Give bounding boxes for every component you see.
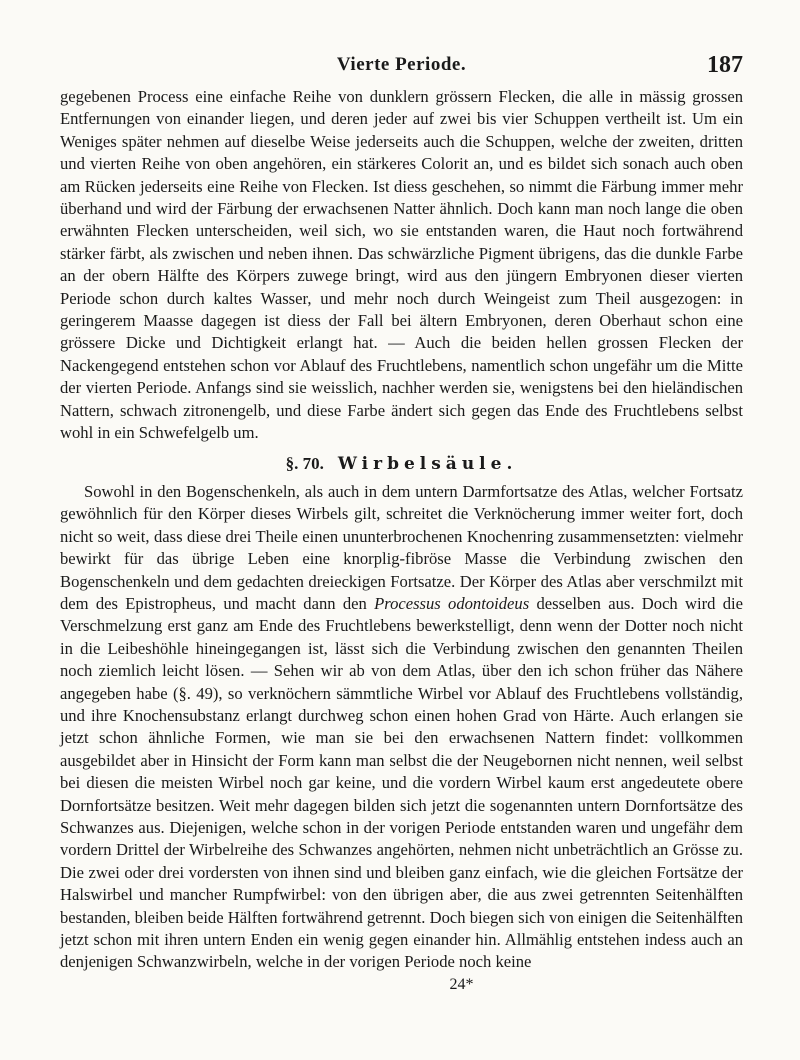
paragraph-2-part-1: Sowohl in den Bogenschenkeln, als auch in dem untern Darmfortsatze des Atlas, welcher Fortsatz gewöhnlich für den Körper dieses Wirbels gilt, schreitet die Verknöcherung immer weiter fort, doch nicht so weit, dass diese drei Theile einen ununterbrochenen Knochenring zusammensetzten: vielmehr bewirkt für das übrige Leben eine knorplig-fibröse Masse die Verbindung zwischen den Bogenschenkeln und dem gedachten dreieckigen Fortsatze. Der Körper des Atlas aber verschmilzt mit dem des Epistropheus, und macht dann den	[60, 481, 743, 613]
running-head-title: Vierte Periode.	[336, 54, 467, 75]
section-heading	[60, 453, 743, 475]
paragraph-1: gegebenen Process eine einfache Reihe von dunklern grössern Flecken, die alle in mässig grossen Entfernungen von einander liegen, und deren jeder auf zwei bis vier Schuppen vertheilt ist. Um ein Weniges später nehmen auf dieselbe Weise jederseits auch die Schuppen, welche der zweiten, dritten und vierten Reihe von oben angehören, ein stärkeres Colorit an, und es bildet sich sonach auch oben am Rücken jederseits eine Reihe von Flecken. Ist diess geschehen, so nimmt die Färbung immer mehr überhand und wird der Färbung der erwachsenen Natter ähnlich. Doch kann man noch lange die oben erwähnten Flecken unterscheiden, weil sich, wo sie entstanden waren, die Haut noch fortwährend stärker färbt, als zwischen und neben ihnen. Das schwärzliche Pigment übrigens, das die dunkle Farbe an der obern Hälfte des Körpers zuwege bringt, wird aus den jüngern Embryonen dieser vierten Periode schon durch kaltes Wasser, und mehr noch durch Weingeist zum Theil ausgezogen: in geringerem Maasse dagegen ist diess der Fall bei ältern Embryonen, deren Oberhaut schon eine grössere Dicke und Dichtigkeit erlangt hat. — Auch die beiden hellen grossen Flecken der Nackengegend entstehen schon vor Ablauf des Fruchtlebens, namentlich schon ungefähr um die Mitte der vierten Periode. Anfangs sind sie weisslich, nachher werden sie, wenigstens bei den hieländischen Nattern, schwach zitronengelb, und diese Farbe ändert sich gegen das Ende des Fruchtlebens selbst wohl in ein Schwefelgelb um.	[60, 87, 743, 443]
body-text	[60, 86, 743, 996]
paragraph-2	[60, 481, 743, 974]
section-title: Wirbelsäule.	[337, 453, 518, 474]
signature-mark: 24*	[449, 975, 474, 993]
paragraph-2-part-2: desselben aus. Doch wird die Verschmelzung erst ganz am Ende des Fruchtlebens bewerkstelligt, denn wenn der Dotter noch nicht in die Leibeshöhle hineingegangen ist, lässt sich die Verbindung zwischen den genannten Theilen noch ziemlich leicht lösen. — Sehen wir ab von dem Atlas, über den ich schon früher das Nähere angegeben habe (§. 49), so verknöchern sämmtliche Wirbel vor Ablauf des Fruchtlebens vollständig, und ihre Knochensubstanz erlangt durchweg schon einen hohen Grad von Härte. Auch erlangen sie jetzt schon ähnliche Formen, wie man sie bei den erwachsenen Nattern findet: vollkommen ausgebildet aber in Hinsicht der Form kann man selbst die der Neugebornen nicht nennen, weil selbst bei diesen die meisten Wirbel noch gar keine, und die vordern Wirbel kaum erst angedeutete obere Dornfortsätze besitzen. Weit mehr dagegen bilden sich jetzt die sogenannten untern Dornfortsätze des Schwanzes aus. Diejenigen, welche schon in der vorigen Periode entstanden waren und ungefähr dem vordern Drittel der Wirbelreihe des Schwanzes angehörten, nehmen nicht unbeträchtlich an Grösse zu. Die zwei oder drei vordersten von ihnen sind und bleiben ganz einfach, wie die gleichen Fortsätze der Halswirbel und mancher Rumpfwirbel: von den übrigen aber, die aus zwei getrennten Seitenhälften bestanden, bleiben beide Hälften fortwährend getrennt. Doch biegen sich von einigen die Seitenhälften jetzt schon mit ihren untern Enden ein wenig gegen einander hin. Allmählig entstehen indess auch an denjenigen Schwanzwirbeln, welche in der vorigen Periode noch keine	[60, 593, 743, 972]
book-page	[60, 52, 743, 996]
page-number: 187	[707, 52, 743, 78]
section-number: §. 70.	[285, 453, 324, 473]
paragraph-2-italic-term: Processus odontoideus	[374, 593, 530, 613]
running-head	[60, 52, 743, 86]
